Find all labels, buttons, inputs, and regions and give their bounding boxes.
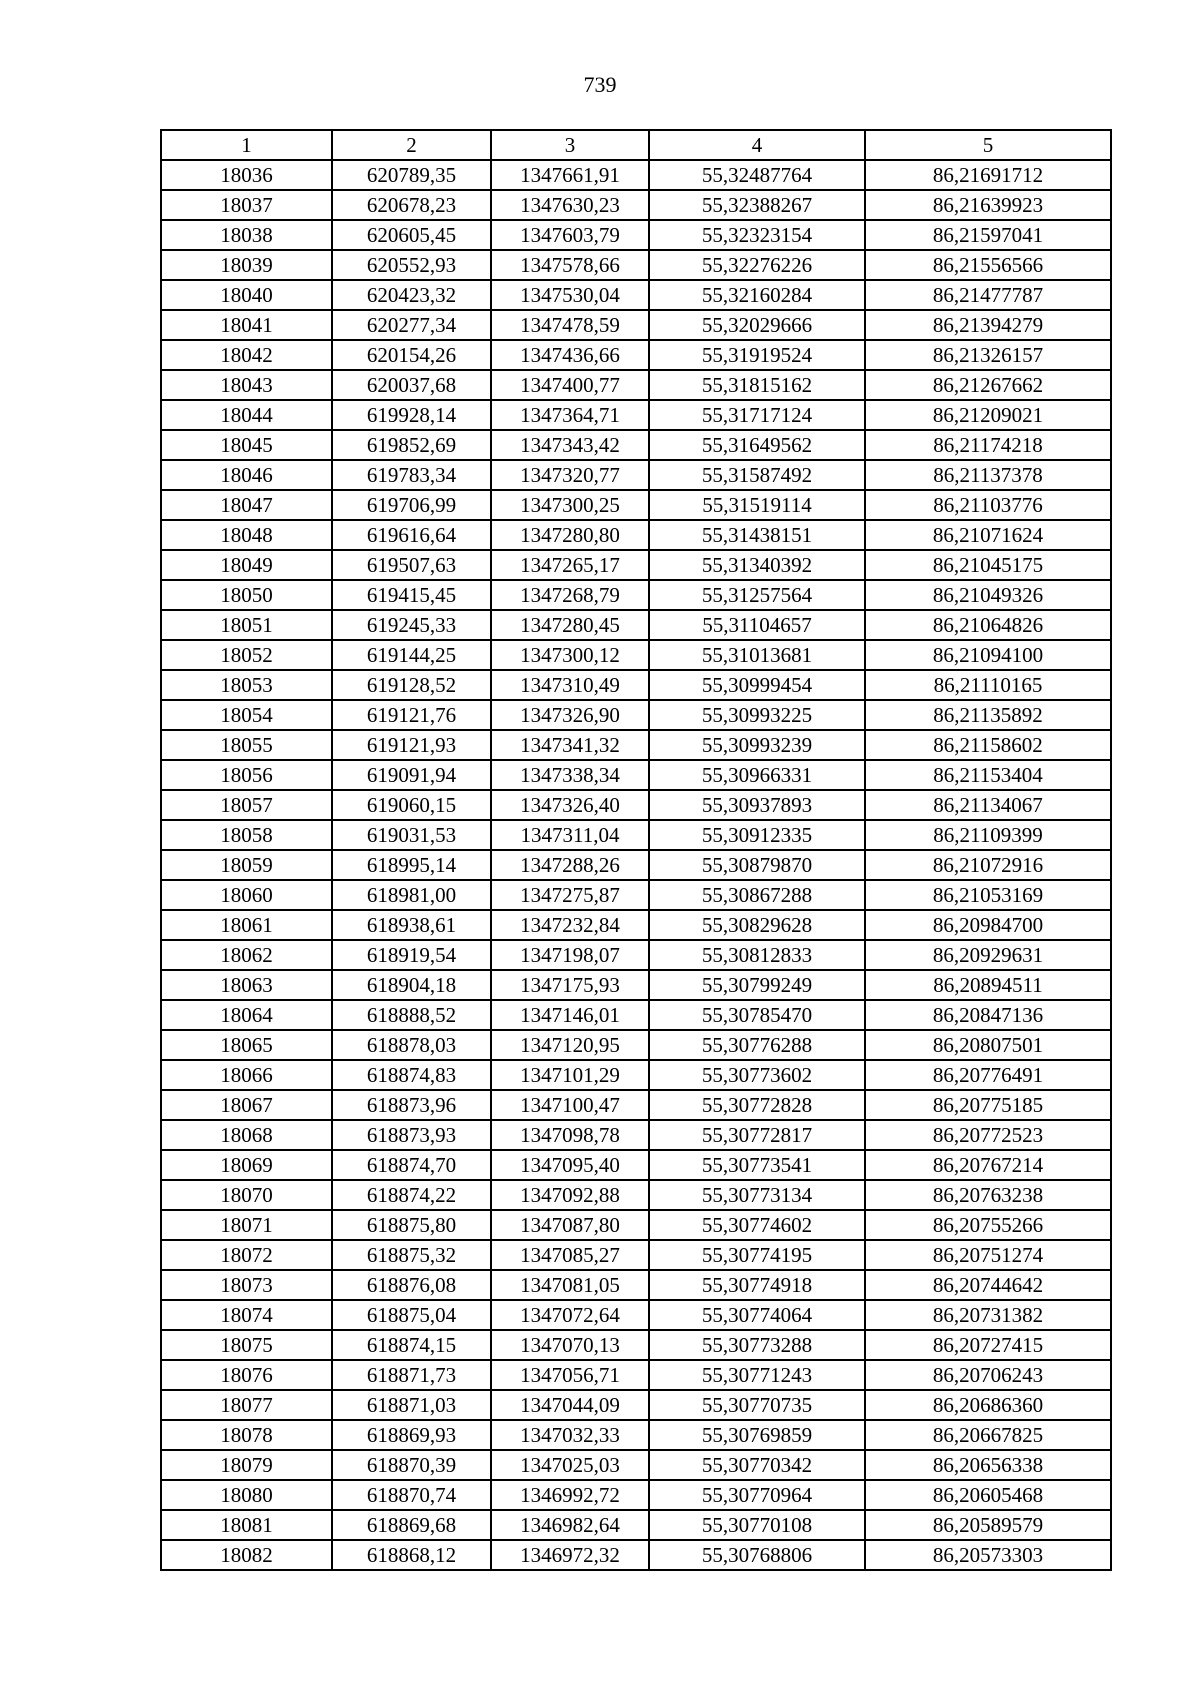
table-cell: 1347630,23 [491,190,649,220]
table-cell: 86,20667825 [865,1420,1111,1450]
table-cell: 55,31519114 [649,490,865,520]
table-row [161,1450,1111,1480]
table-cell: 18040 [161,280,332,310]
table-cell: 18039 [161,250,332,280]
table-row [161,610,1111,640]
table-row [161,760,1111,790]
column-header: 5 [865,130,1111,160]
table-cell: 86,21326157 [865,340,1111,370]
table-row [161,250,1111,280]
table-cell: 1347300,12 [491,640,649,670]
table-row [161,790,1111,820]
table-cell: 86,20772523 [865,1120,1111,1150]
table-cell: 86,21071624 [865,520,1111,550]
table-cell: 618876,08 [332,1270,491,1300]
table-row [161,160,1111,190]
page-number: 739 [583,72,617,97]
table-cell: 1347326,40 [491,790,649,820]
table-cell: 18057 [161,790,332,820]
table-cell: 86,21134067 [865,790,1111,820]
table-cell: 1347098,78 [491,1120,649,1150]
table-cell: 86,20847136 [865,1000,1111,1030]
table-cell: 86,20776491 [865,1060,1111,1090]
table-cell: 18070 [161,1180,332,1210]
table-cell: 1347311,04 [491,820,649,850]
table-row [161,280,1111,310]
table-cell: 86,20763238 [865,1180,1111,1210]
table-cell: 1347338,34 [491,760,649,790]
table-cell: 1347101,29 [491,1060,649,1090]
table-cell: 86,20984700 [865,910,1111,940]
table-cell: 86,20589579 [865,1510,1111,1540]
table-cell: 55,31438151 [649,520,865,550]
table-cell: 55,30776288 [649,1030,865,1060]
table-cell: 86,21477787 [865,280,1111,310]
table-cell: 618874,22 [332,1180,491,1210]
table-cell: 619121,76 [332,700,491,730]
table-cell: 86,20894511 [865,970,1111,1000]
table-cell: 86,21174218 [865,430,1111,460]
table-cell: 55,30993239 [649,730,865,760]
table-cell: 55,30771243 [649,1360,865,1390]
table-row [161,730,1111,760]
table-row [161,640,1111,670]
table-cell: 55,30879870 [649,850,865,880]
table-cell: 618981,00 [332,880,491,910]
table-row [161,580,1111,610]
table-cell: 86,21110165 [865,670,1111,700]
table-cell: 619031,53 [332,820,491,850]
table-cell: 55,30799249 [649,970,865,1000]
table-cell: 618875,32 [332,1240,491,1270]
table-cell: 55,32160284 [649,280,865,310]
table-cell: 18047 [161,490,332,520]
table-cell: 18055 [161,730,332,760]
table-cell: 1346982,64 [491,1510,649,1540]
table-cell: 1347275,87 [491,880,649,910]
table-row [161,880,1111,910]
table-cell: 619507,63 [332,550,491,580]
table-cell: 86,20755266 [865,1210,1111,1240]
table-cell: 1347343,42 [491,430,649,460]
table-cell: 620037,68 [332,370,491,400]
table-cell: 619706,99 [332,490,491,520]
table-row [161,1420,1111,1450]
table-row [161,1270,1111,1300]
table-cell: 55,30912335 [649,820,865,850]
table-cell: 18071 [161,1210,332,1240]
table-cell: 1347530,04 [491,280,649,310]
table-row [161,310,1111,340]
table-cell: 1347232,84 [491,910,649,940]
table-cell: 619060,15 [332,790,491,820]
table-cell: 618874,15 [332,1330,491,1360]
table-row [161,1390,1111,1420]
table-cell: 620789,35 [332,160,491,190]
table-cell: 86,21103776 [865,490,1111,520]
table-cell: 86,21045175 [865,550,1111,580]
table-cell: 55,31649562 [649,430,865,460]
table-cell: 18076 [161,1360,332,1390]
table-cell: 86,20929631 [865,940,1111,970]
table-cell: 55,31919524 [649,340,865,370]
table-cell: 55,30829628 [649,910,865,940]
table-cell: 1347100,47 [491,1090,649,1120]
table-cell: 1347120,95 [491,1030,649,1060]
table-cell: 618869,93 [332,1420,491,1450]
table-cell: 618904,18 [332,970,491,1000]
table-cell: 55,30772828 [649,1090,865,1120]
table-cell: 618868,12 [332,1540,491,1570]
table-cell: 18044 [161,400,332,430]
table-cell: 55,30774602 [649,1210,865,1240]
table-cell: 55,30769859 [649,1420,865,1450]
table-header [161,130,1111,160]
table-cell: 55,30770735 [649,1390,865,1420]
table-cell: 1347081,05 [491,1270,649,1300]
table-row [161,1510,1111,1540]
table-cell: 18037 [161,190,332,220]
table-cell: 18052 [161,640,332,670]
table-cell: 1347268,79 [491,580,649,610]
table-cell: 1347280,80 [491,520,649,550]
table-row [161,1540,1111,1570]
table-cell: 86,20751274 [865,1240,1111,1270]
table-cell: 1347056,71 [491,1360,649,1390]
table-cell: 18049 [161,550,332,580]
table-cell: 18065 [161,1030,332,1060]
table-cell: 18045 [161,430,332,460]
table-cell: 55,32029666 [649,310,865,340]
table-cell: 86,21209021 [865,400,1111,430]
table-cell: 618870,74 [332,1480,491,1510]
table-cell: 86,20605468 [865,1480,1111,1510]
table-row [161,190,1111,220]
table-cell: 1347087,80 [491,1210,649,1240]
table-cell: 55,31815162 [649,370,865,400]
table-cell: 619928,14 [332,400,491,430]
table-cell: 86,21394279 [865,310,1111,340]
table-cell: 55,32276226 [649,250,865,280]
table-row [161,850,1111,880]
table-cell: 1347025,03 [491,1450,649,1480]
table-cell: 618938,61 [332,910,491,940]
table-cell: 18061 [161,910,332,940]
table-cell: 55,30774064 [649,1300,865,1330]
column-header: 1 [161,130,332,160]
table-cell: 18062 [161,940,332,970]
table-cell: 618870,39 [332,1450,491,1480]
column-header: 3 [491,130,649,160]
table-cell: 620154,26 [332,340,491,370]
table-cell: 1347400,77 [491,370,649,400]
table-cell: 1346972,32 [491,1540,649,1570]
table-cell: 55,31257564 [649,580,865,610]
table-cell: 18064 [161,1000,332,1030]
table-cell: 1347085,27 [491,1240,649,1270]
table-cell: 55,30867288 [649,880,865,910]
table-cell: 86,21691712 [865,160,1111,190]
table-cell: 1347095,40 [491,1150,649,1180]
table-cell: 18075 [161,1330,332,1360]
table-cell: 55,30772817 [649,1120,865,1150]
table-cell: 55,31013681 [649,640,865,670]
column-header: 4 [649,130,865,160]
table-cell: 618874,70 [332,1150,491,1180]
table-cell: 86,21109399 [865,820,1111,850]
table-cell: 55,32388267 [649,190,865,220]
table-cell: 618874,83 [332,1060,491,1090]
table-cell: 55,30966331 [649,760,865,790]
table-cell: 55,30773288 [649,1330,865,1360]
table-cell: 618875,80 [332,1210,491,1240]
table-cell: 18069 [161,1150,332,1180]
table-cell: 55,30999454 [649,670,865,700]
table-cell: 1347070,13 [491,1330,649,1360]
table-row [161,430,1111,460]
table-cell: 55,30937893 [649,790,865,820]
table-row [161,1180,1111,1210]
coordinates-table [160,129,1112,1571]
table-cell: 1347044,09 [491,1390,649,1420]
table-cell: 618888,52 [332,1000,491,1030]
table-row [161,1120,1111,1150]
table-cell: 18072 [161,1240,332,1270]
table-cell: 619415,45 [332,580,491,610]
table-cell: 620277,34 [332,310,491,340]
table-row [161,1360,1111,1390]
table-cell: 1347661,91 [491,160,649,190]
table-cell: 86,21135892 [865,700,1111,730]
table-cell: 55,30770342 [649,1450,865,1480]
table-cell: 55,30812833 [649,940,865,970]
table-cell: 618875,04 [332,1300,491,1330]
table-cell: 86,20727415 [865,1330,1111,1360]
table-cell: 86,20744642 [865,1270,1111,1300]
table-cell: 18077 [161,1390,332,1420]
table-cell: 18067 [161,1090,332,1120]
table-cell: 618869,68 [332,1510,491,1540]
table-row [161,940,1111,970]
table-cell: 55,31717124 [649,400,865,430]
table-cell: 18059 [161,850,332,880]
table-cell: 55,31587492 [649,460,865,490]
table-cell: 86,21137378 [865,460,1111,490]
table-cell: 1347310,49 [491,670,649,700]
table-cell: 86,20775185 [865,1090,1111,1120]
table-cell: 620423,32 [332,280,491,310]
column-header: 2 [332,130,491,160]
table-cell: 55,30785470 [649,1000,865,1030]
table-cell: 55,30993225 [649,700,865,730]
table-cell: 55,30773134 [649,1180,865,1210]
table-cell: 18054 [161,700,332,730]
table-row [161,490,1111,520]
table-cell: 18078 [161,1420,332,1450]
table-cell: 86,21053169 [865,880,1111,910]
table-row [161,1000,1111,1030]
table-cell: 18051 [161,610,332,640]
table-cell: 55,32487764 [649,160,865,190]
table-row [161,670,1111,700]
table-cell: 619144,25 [332,640,491,670]
table-cell: 619783,34 [332,460,491,490]
table-row [161,550,1111,580]
table-cell: 618873,96 [332,1090,491,1120]
table-cell: 55,30773602 [649,1060,865,1090]
table-cell: 620678,23 [332,190,491,220]
table-cell: 86,21153404 [865,760,1111,790]
table-row [161,1030,1111,1060]
table-row [161,700,1111,730]
table-row [161,1210,1111,1240]
table-cell: 86,21556566 [865,250,1111,280]
table-cell: 18058 [161,820,332,850]
table-cell: 1347320,77 [491,460,649,490]
table-cell: 55,30774195 [649,1240,865,1270]
table-cell: 1347364,71 [491,400,649,430]
table-cell: 1347175,93 [491,970,649,1000]
table-row [161,1480,1111,1510]
table-cell: 1347326,90 [491,700,649,730]
table-cell: 86,21597041 [865,220,1111,250]
table-cell: 55,30770964 [649,1480,865,1510]
table-cell: 1347146,01 [491,1000,649,1030]
table-cell: 1347280,45 [491,610,649,640]
table-body [161,160,1111,1570]
table-row [161,910,1111,940]
table-cell: 86,20767214 [865,1150,1111,1180]
table-cell: 18082 [161,1540,332,1570]
table-cell: 18056 [161,760,332,790]
table-cell: 86,20731382 [865,1300,1111,1330]
table-cell: 1347578,66 [491,250,649,280]
table-cell: 1347300,25 [491,490,649,520]
table-cell: 618871,73 [332,1360,491,1390]
table-cell: 18038 [161,220,332,250]
table-cell: 1347603,79 [491,220,649,250]
table-row [161,340,1111,370]
table-cell: 618878,03 [332,1030,491,1060]
table-cell: 18080 [161,1480,332,1510]
table-cell: 55,30770108 [649,1510,865,1540]
table-cell: 86,20706243 [865,1360,1111,1390]
table-cell: 619616,64 [332,520,491,550]
table-cell: 86,21158602 [865,730,1111,760]
table-cell: 619121,93 [332,730,491,760]
table-cell: 18043 [161,370,332,400]
table-cell: 86,21094100 [865,640,1111,670]
table-cell: 86,20807501 [865,1030,1111,1060]
table-cell: 86,20573303 [865,1540,1111,1570]
table-cell: 619128,52 [332,670,491,700]
table-cell: 1347288,26 [491,850,649,880]
table-cell: 18068 [161,1120,332,1150]
table-row [161,1060,1111,1090]
table-cell: 18041 [161,310,332,340]
table-cell: 18036 [161,160,332,190]
table-row [161,370,1111,400]
table-cell: 1347032,33 [491,1420,649,1450]
table-cell: 86,20686360 [865,1390,1111,1420]
table-cell: 619091,94 [332,760,491,790]
table-cell: 18073 [161,1270,332,1300]
table-cell: 18042 [161,340,332,370]
header-row [161,130,1111,160]
table-cell: 18050 [161,580,332,610]
table-cell: 18079 [161,1450,332,1480]
table-cell: 55,32323154 [649,220,865,250]
table-cell: 618871,03 [332,1390,491,1420]
table-cell: 618919,54 [332,940,491,970]
table-row [161,460,1111,490]
table-cell: 1347478,59 [491,310,649,340]
table-cell: 1347265,17 [491,550,649,580]
table-cell: 620605,45 [332,220,491,250]
table-cell: 18074 [161,1300,332,1330]
table-cell: 86,21049326 [865,580,1111,610]
table-cell: 55,30768806 [649,1540,865,1570]
table-cell: 18063 [161,970,332,1000]
table-cell: 18048 [161,520,332,550]
table-row [161,1330,1111,1360]
table-cell: 86,21267662 [865,370,1111,400]
table-cell: 55,30773541 [649,1150,865,1180]
table-row [161,820,1111,850]
table-cell: 1347092,88 [491,1180,649,1210]
table-row [161,220,1111,250]
table-row [161,1090,1111,1120]
table-cell: 618995,14 [332,850,491,880]
table-cell: 1347072,64 [491,1300,649,1330]
table-row [161,1150,1111,1180]
table-cell: 86,21064826 [865,610,1111,640]
table-row [161,520,1111,550]
table-cell: 55,30774918 [649,1270,865,1300]
table-cell: 1347436,66 [491,340,649,370]
table-cell: 619852,69 [332,430,491,460]
table-cell: 86,21072916 [865,850,1111,880]
table-cell: 18046 [161,460,332,490]
table-cell: 618873,93 [332,1120,491,1150]
table-cell: 18053 [161,670,332,700]
table-row [161,400,1111,430]
table-cell: 619245,33 [332,610,491,640]
table-cell: 55,31104657 [649,610,865,640]
table-cell: 18081 [161,1510,332,1540]
table-row [161,970,1111,1000]
table-cell: 620552,93 [332,250,491,280]
table-cell: 1346992,72 [491,1480,649,1510]
table-cell: 1347341,32 [491,730,649,760]
table-row [161,1300,1111,1330]
table-cell: 18066 [161,1060,332,1090]
table-row [161,1240,1111,1270]
table-cell: 86,21639923 [865,190,1111,220]
table-cell: 86,20656338 [865,1450,1111,1480]
table-cell: 55,31340392 [649,550,865,580]
table-cell: 18060 [161,880,332,910]
table-cell: 1347198,07 [491,940,649,970]
